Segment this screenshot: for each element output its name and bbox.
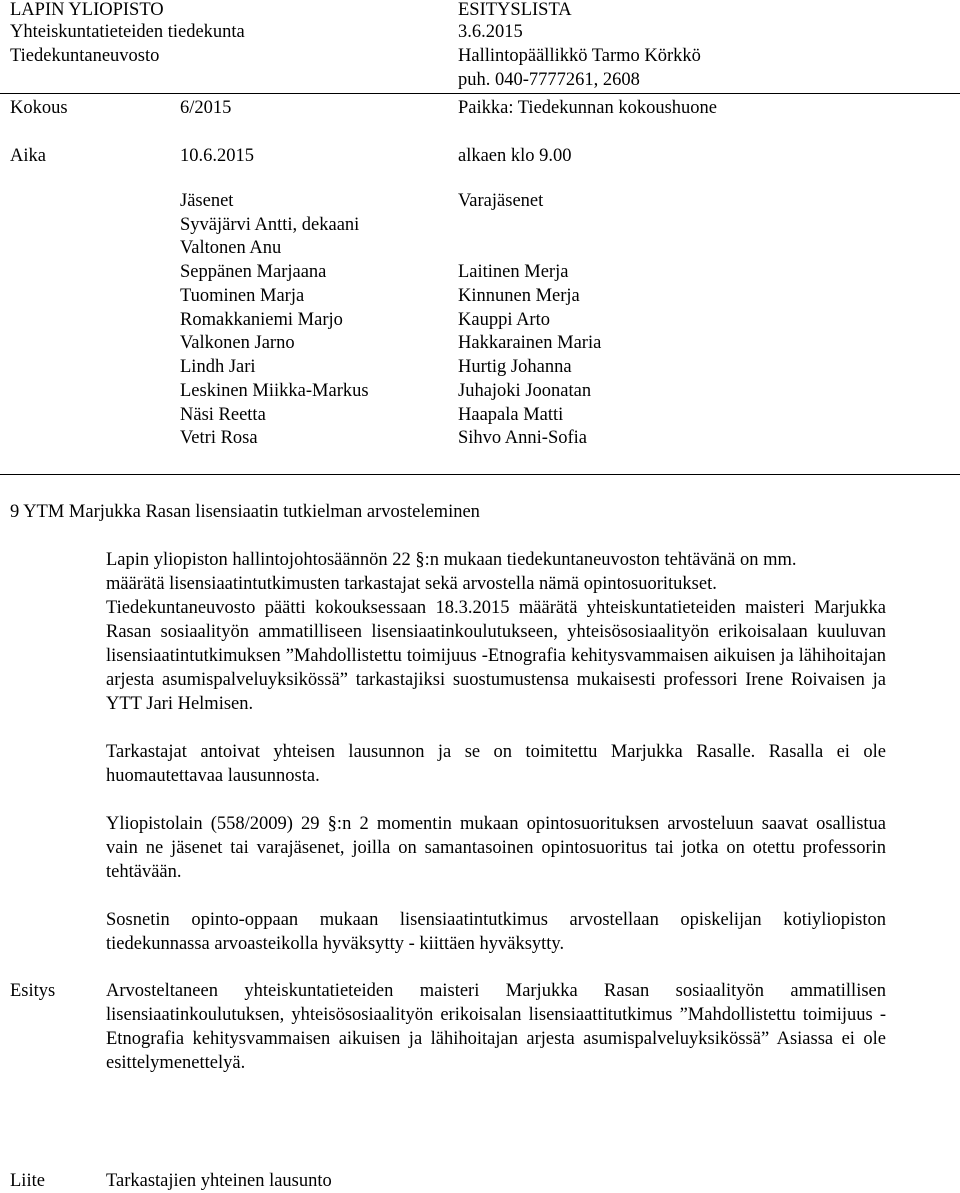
member-item: Valkonen Jarno — [180, 333, 295, 353]
attachment-label: Liite — [10, 1171, 45, 1191]
deputy-item: Sihvo Anni-Sofia — [458, 428, 587, 448]
meeting-date: 10.6.2015 — [180, 146, 254, 166]
agenda-item-heading: 9 YTM Marjukka Rasan lisensiaatin tutkielman arvosteleminen — [10, 502, 480, 522]
proposal-label: Esitys — [10, 981, 56, 1001]
deputies-title: Varajäsenet — [458, 191, 544, 211]
document-type: ESITYSLISTA — [458, 0, 572, 20]
paragraph-statement: Tarkastajat antoivat yhteisen lausunnon ja se on toimitettu Marjukka Rasalle. Rasalla ei ole huomautettavaa lausunnosta. — [106, 742, 886, 786]
contact-phone: puh. 040-7777261, 2608 — [458, 70, 640, 90]
deputy-item: Juhajoki Joonatan — [458, 381, 592, 401]
meeting-number: 6/2015 — [180, 98, 232, 118]
meeting-start-time: alkaen klo 9.00 — [458, 146, 572, 166]
member-item: Tuominen Marja — [180, 286, 305, 306]
deputy-item: Kauppi Arto — [458, 310, 550, 330]
member-item: Lindh Jari — [180, 357, 256, 377]
header-divider — [0, 93, 960, 94]
section-divider — [0, 474, 960, 475]
members-title: Jäsenet — [180, 191, 234, 211]
paragraph-regulation-line2: määrätä lisensiaatintutkimusten tarkastajat sekä arvostella nämä opintosuoritukset. — [106, 574, 717, 594]
meeting-label: Kokous — [10, 98, 68, 118]
time-label: Aika — [10, 146, 46, 166]
member-item: Vetri Rosa — [180, 428, 258, 448]
document-date: 3.6.2015 — [458, 22, 523, 42]
member-item: Seppänen Marjaana — [180, 262, 327, 282]
meeting-place: Paikka: Tiedekunnan kokoushuone — [458, 98, 717, 118]
member-item: Syväjärvi Antti, dekaani — [180, 215, 360, 235]
attachment-title: Tarkastajien yhteinen lausunto — [106, 1171, 332, 1191]
paragraph-law: Yliopistolain (558/2009) 29 §:n 2 momentin mukaan opintosuorituksen arvosteluun saavat osallistua vain ne jäsenet tai varajäsenet, joilla on samantasoinen opintosuoritus tai jotka on otettu professorin tehtävään. — [106, 814, 886, 882]
deputy-item: Hurtig Johanna — [458, 357, 572, 377]
council-name: Tiedekuntaneuvosto — [10, 46, 160, 66]
paragraph-regulation-line1: Lapin yliopiston hallintojohtosäännön 22 §:n mukaan tiedekuntaneuvoston tehtävänä on mm. — [106, 550, 797, 570]
deputy-item: Kinnunen Merja — [458, 286, 580, 306]
proposal-text: Arvosteltaneen yhteiskuntatieteiden maisteri Marjukka Rasan sosiaalityön ammatillisen lisensiaatinkoulutuksen, yhteisösosiaalityön erikoisalan lisensiaattitutkimus ”Mahdollistettu toimijuus -Etnografia kehitysvammaisen aikuisen ja lähihoitajan arjesta asumispalveluyksikössä” Asiassa ei ole esittelymenettelyä. — [106, 981, 886, 1073]
deputy-item: Laitinen Merja — [458, 262, 569, 282]
faculty-name: Yhteiskuntatieteiden tiedekunta — [10, 22, 245, 42]
member-item: Valtonen Anu — [180, 238, 282, 258]
contact-person: Hallintopäällikkö Tarmo Körkkö — [458, 46, 701, 66]
paragraph-appointment: Tiedekuntaneuvosto päätti kokouksessaan 18.3.2015 määrätä yhteiskuntatieteiden maisteri Marjukka Rasan sosiaalityön ammatilliseen lisensiaatinkoulutukseen, yhteisösosiaalityön erikoisalaan kuuluvan lisensiaatintutkimuksen ”Mahdollistettu toimijuus -Etnografia kehitysvammaisen aikuisen ja lähihoitajan arjesta asumispalveluyksikössä” tarkastajiksi suostumustensa mukaisesti professori Irene Roivaisen ja YTT Jari Helmisen. — [106, 598, 886, 714]
member-item: Näsi Reetta — [180, 405, 266, 425]
university-name: LAPIN YLIOPISTO — [10, 0, 164, 20]
deputy-item: Hakkarainen Maria — [458, 333, 602, 353]
member-item: Romakkaniemi Marjo — [180, 310, 343, 330]
paragraph-guide: Sosnetin opinto-oppaan mukaan lisensiaatintutkimus arvostellaan opiskelijan kotiyliopiston tiedekunnassa arvoasteikolla hyväksytty - kiittäen hyväksytty. — [106, 910, 886, 954]
member-item: Leskinen Miikka-Markus — [180, 381, 369, 401]
deputy-item: Haapala Matti — [458, 405, 564, 425]
